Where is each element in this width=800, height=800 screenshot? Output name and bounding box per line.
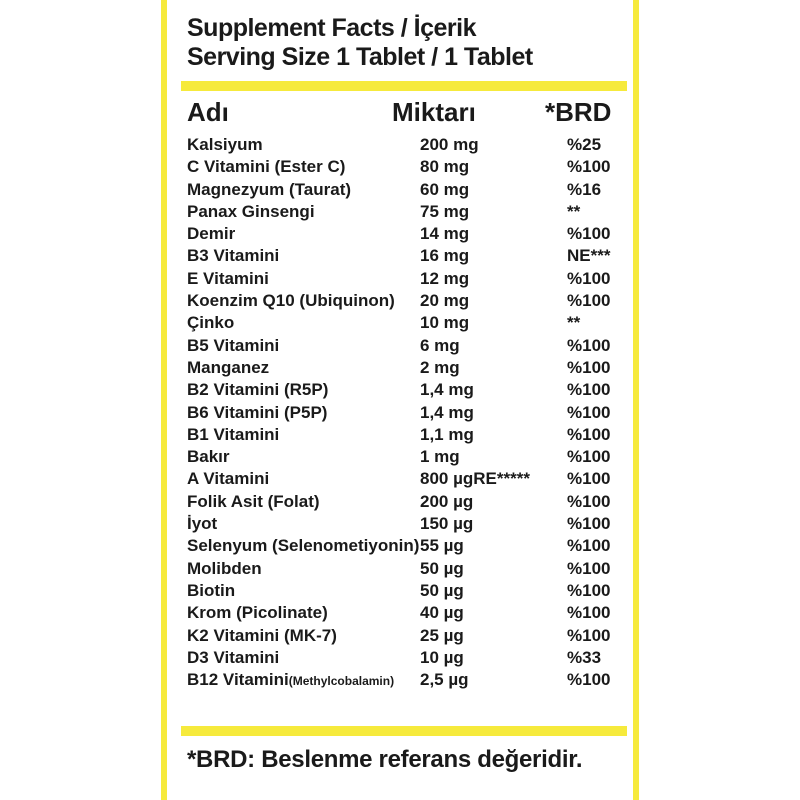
- table-row: [187, 580, 627, 602]
- nutrient-table: [187, 134, 627, 691]
- nutrient-brd: %100: [567, 268, 611, 288]
- nutrient-name: Selenyum (Selenometiyonin): [187, 536, 420, 556]
- table-row: [187, 647, 627, 669]
- nutrient-amount: 50 µg: [420, 558, 464, 578]
- nutrient-amount: 14 mg: [420, 224, 470, 244]
- table-row: [187, 424, 627, 446]
- nutrient-brd: %100: [567, 558, 611, 578]
- nutrient-name: Folik Asit (Folat): [187, 491, 320, 511]
- nutrient-brd: %100: [567, 580, 611, 600]
- nutrient-name: B3 Vitamini: [187, 246, 280, 266]
- nutrient-name: B5 Vitamini: [187, 335, 280, 355]
- nutrient-brd: %25: [567, 135, 602, 154]
- nutrient-amount: 1,4 mg: [420, 402, 474, 422]
- nutrient-amount: 150 µg: [420, 514, 474, 534]
- nutrient-name: Manganez: [187, 357, 270, 377]
- nutrient-amount: 200 mg: [420, 135, 479, 154]
- nutrient-brd: %100: [567, 335, 611, 355]
- nutrient-name: A Vitamini: [187, 469, 270, 489]
- nutrient-amount: 2 mg: [420, 357, 460, 377]
- nutrient-brd: %100: [567, 603, 611, 623]
- nutrient-amount: 16 mg: [420, 246, 470, 266]
- footnote: *BRD: Beslenme referans değeridir.: [187, 746, 583, 773]
- table-row: [187, 201, 627, 223]
- nutrient-amount: 200 µg: [420, 491, 474, 511]
- header-divider: [181, 81, 627, 91]
- table-row: [187, 402, 627, 424]
- table-row: [187, 245, 627, 267]
- nutrient-brd: %100: [567, 625, 611, 645]
- nutrient-name: B1 Vitamini: [187, 424, 280, 444]
- nutrient-name: Demir: [187, 224, 236, 244]
- nutrient-brd: %100: [567, 424, 611, 444]
- nutrient-name: B2 Vitamini (R5P): [187, 380, 329, 400]
- nutrient-amount: 12 mg: [420, 268, 470, 288]
- table-row: [187, 312, 627, 334]
- table-row: [187, 535, 627, 557]
- table-row: [187, 468, 627, 490]
- nutrient-amount: 55 µg: [420, 536, 464, 556]
- nutrient-brd: %100: [567, 357, 611, 377]
- nutrient-name: D3 Vitamini: [187, 647, 280, 667]
- nutrient-amount: 80 mg: [420, 157, 470, 177]
- nutrient-brd: %100: [567, 670, 611, 690]
- column-header-name: Adı: [187, 97, 229, 127]
- nutrient-amount: 75 mg: [420, 201, 470, 221]
- column-header-brd: *BRD: [545, 97, 612, 127]
- nutrient-name: Magnezyum (Taurat): [187, 179, 352, 199]
- nutrient-name: Krom (Picolinate): [187, 603, 328, 623]
- nutrient-name: B12 Vitamini(Methylcobalamin): [187, 670, 395, 690]
- footer-divider: [181, 726, 627, 736]
- nutrient-brd: %16: [567, 179, 602, 199]
- table-row: [187, 625, 627, 647]
- nutrient-brd: %100: [567, 447, 611, 467]
- nutrient-name: İyot: [187, 514, 218, 534]
- nutrient-name: E Vitamini: [187, 268, 269, 288]
- table-row: [187, 602, 627, 624]
- nutrient-amount: 20 mg: [420, 291, 470, 311]
- nutrient-amount: 6 mg: [420, 335, 460, 355]
- table-row: [187, 223, 627, 245]
- nutrient-amount: 800 µgRE*****: [420, 469, 530, 489]
- nutrient-note: (Methylcobalamin): [288, 674, 395, 689]
- nutrient-brd: **: [567, 201, 581, 221]
- serving-size: Serving Size 1 Tablet / 1 Tablet: [187, 43, 533, 71]
- nutrient-brd: %100: [567, 536, 611, 556]
- nutrient-brd: %100: [567, 157, 611, 177]
- nutrient-name: Bakır: [187, 447, 230, 467]
- table-row: [187, 268, 627, 290]
- nutrient-amount: 60 mg: [420, 179, 470, 199]
- table-row: [187, 290, 627, 312]
- table-row: [187, 669, 627, 691]
- nutrient-name: Çinko: [187, 313, 235, 333]
- nutrient-amount: 1,4 mg: [420, 380, 474, 400]
- nutrient-amount: 1 mg: [420, 447, 460, 467]
- title: Supplement Facts / İçerik: [187, 14, 476, 42]
- nutrient-name: Molibden: [187, 558, 262, 578]
- table-row: [187, 446, 627, 468]
- table-row: [187, 156, 627, 178]
- nutrient-amount: 25 µg: [420, 625, 464, 645]
- nutrient-brd: NE***: [567, 246, 611, 266]
- nutrient-name: K2 Vitamini (MK-7): [187, 625, 337, 645]
- nutrient-amount: 10 µg: [420, 647, 464, 667]
- nutrient-brd: %100: [567, 402, 611, 422]
- nutrient-amount: 50 µg: [420, 580, 464, 600]
- column-header-amount: Miktarı: [392, 97, 476, 127]
- table-row: [187, 179, 627, 201]
- table-row: [187, 558, 627, 580]
- nutrient-name: B6 Vitamini (P5P): [187, 402, 328, 422]
- table-row: [187, 491, 627, 513]
- table-row: [187, 513, 627, 535]
- nutrient-name: C Vitamini (Ester C): [187, 157, 346, 177]
- nutrient-brd: %100: [567, 469, 611, 489]
- nutrient-name: Kalsiyum: [187, 135, 263, 154]
- nutrient-brd: %100: [567, 491, 611, 511]
- nutrient-name: Panax Ginsengi: [187, 201, 315, 221]
- nutrient-amount: 1,1 mg: [420, 424, 474, 444]
- nutrient-brd: %100: [567, 380, 611, 400]
- facts-header: [187, 14, 533, 72]
- nutrient-amount: 2,5 µg: [420, 670, 469, 690]
- nutrient-brd: %33: [567, 647, 602, 667]
- nutrient-brd: **: [567, 313, 581, 333]
- nutrient-amount: 10 mg: [420, 313, 470, 333]
- table-row: [187, 379, 627, 401]
- nutrient-brd: %100: [567, 224, 611, 244]
- nutrient-name: Biotin: [187, 580, 236, 600]
- supplement-facts-panel: [161, 0, 639, 800]
- table-row: [187, 357, 627, 379]
- nutrient-amount: 40 µg: [420, 603, 464, 623]
- nutrient-brd: %100: [567, 514, 611, 534]
- table-row: [187, 134, 627, 156]
- nutrient-name: Koenzim Q10 (Ubiquinon): [187, 291, 395, 311]
- table-row: [187, 335, 627, 357]
- nutrient-brd: %100: [567, 291, 611, 311]
